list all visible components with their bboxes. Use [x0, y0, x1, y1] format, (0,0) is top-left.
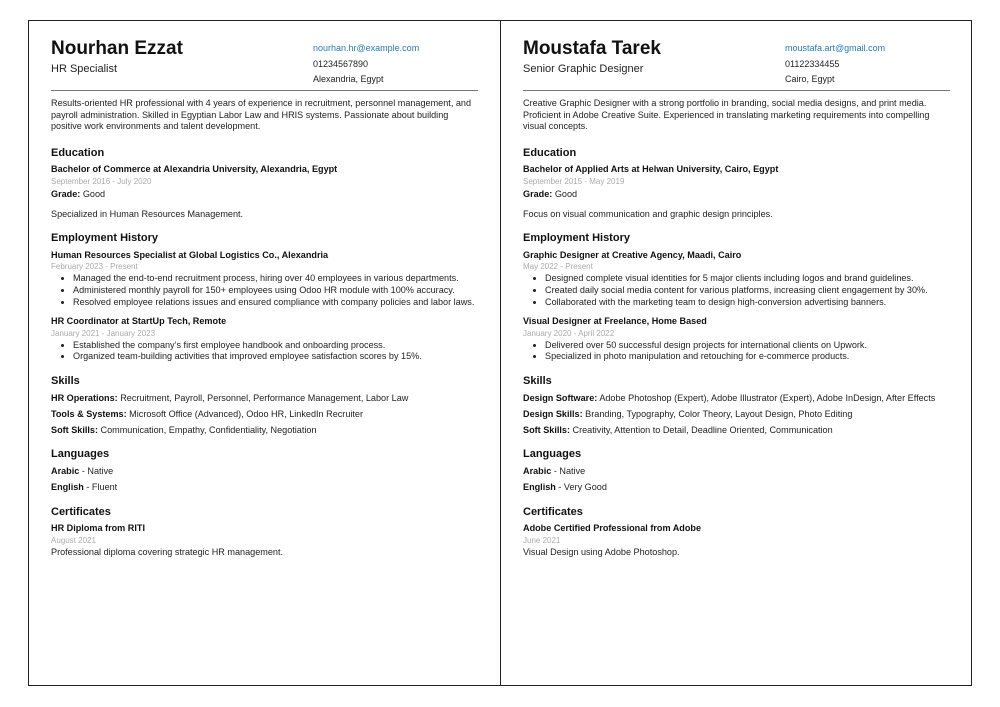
education-note: Specialized in Human Resources Management.: [51, 208, 244, 219]
job-dates: May 2022 - Present: [523, 262, 593, 272]
grade-value: Good: [554, 188, 578, 199]
language-name: English: [523, 481, 556, 492]
bullet-item: • Managed the end-to-end recruitment process, hiring over 40 employees in various departments.: [73, 273, 478, 285]
languages-section: [523, 449, 950, 493]
skill-label: HR Operations:: [51, 392, 118, 403]
contact-info: [313, 41, 419, 88]
job-dates: January 2020 - April 2022: [523, 328, 615, 338]
certificate-date: June 2021: [523, 535, 561, 545]
certificates-section: [51, 507, 478, 559]
job-title: HR Coordinator at StartUp Tech, Remote: [51, 316, 227, 327]
grade-label: Grade:: [51, 188, 81, 199]
skill-row: [51, 425, 478, 437]
skills-section: [523, 376, 950, 436]
job-title: Graphic Designer at Creative Agency, Maadi, Cairo: [523, 249, 742, 260]
skill-row: [523, 393, 950, 405]
language-row: [523, 482, 950, 494]
section-heading: Skills: [51, 374, 80, 387]
section-heading: Employment History: [523, 232, 630, 245]
education-dates: September 2016 - July 2020: [51, 176, 152, 186]
skill-row: [51, 409, 478, 421]
section-heading: Employment History: [51, 232, 158, 245]
job-bullets: [51, 340, 478, 363]
section-heading: Languages: [51, 448, 110, 461]
certificate-title: Adobe Certified Professional from Adobe: [523, 523, 702, 534]
certificate-description: Professional diploma covering strategic HR management.: [51, 546, 284, 557]
skill-value: Communication, Empathy, Confidentiality, Negotiation: [100, 424, 317, 435]
resume-page-left: [28, 20, 501, 686]
summary: Results-oriented HR professional with 4 years of experience in recruitment, personnel management, and payroll administration. Skilled in Egyptian Labor Law and HRIS systems. Passionate about building positive work environments and talent development.: [51, 98, 472, 132]
phone-number: 01122334455: [785, 58, 840, 69]
language-row: [51, 466, 478, 478]
certificates-section: [523, 507, 950, 559]
grade-value: Good: [82, 188, 106, 199]
employment-section: [51, 233, 478, 363]
candidate-name: Moustafa Tarek: [523, 38, 661, 59]
header-divider: [523, 90, 950, 91]
bullet-item: • Resolved employee relations issues and ensured compliance with company policies and labor laws.: [73, 297, 478, 309]
skill-row: [523, 425, 950, 437]
section-heading: Certificates: [51, 505, 111, 518]
education-dates: September 2015 - May 2019: [523, 176, 625, 186]
location: Alexandria, Egypt: [313, 74, 384, 84]
skill-value: Adobe Photoshop (Expert), Adobe Illustrator (Expert), Adobe InDesign, After Effects: [599, 392, 936, 403]
candidate-title: Senior Graphic Designer: [523, 63, 644, 75]
skill-value: Creativity, Attention to Detail, Deadline Oriented, Communication: [572, 424, 833, 435]
grade: [51, 189, 478, 201]
skill-label: Soft Skills:: [523, 424, 570, 435]
skill-row: [523, 409, 950, 421]
resume-page-right: [500, 20, 972, 686]
bullet-item: • Administered monthly payroll for 150+ employees using Odoo HR module with 100% accuracy.: [73, 285, 478, 297]
skill-row: [51, 393, 478, 405]
bullet-item: • Specialized in photo manipulation and retouching for e-commerce products.: [545, 351, 950, 363]
location: Cairo, Egypt: [785, 74, 835, 84]
bullet-item: • Created daily social media content for various platforms, increasing client engagement by 30%.: [545, 285, 950, 297]
section-heading: Education: [523, 146, 577, 159]
language-level: - Very Good: [558, 481, 607, 492]
phone-number: 01234567890: [313, 58, 369, 69]
language-level: - Native: [81, 465, 114, 476]
certificate-title: HR Diploma from RITI: [51, 523, 145, 534]
degree-title: Bachelor of Commerce at Alexandria University, Alexandria, Egypt: [51, 164, 338, 175]
grade: [523, 189, 950, 201]
language-name: Arabic: [51, 465, 80, 476]
candidate-name: Nourhan Ezzat: [51, 38, 183, 59]
employment-section: [523, 233, 950, 363]
bullet-item: • Organized team-building activities that improved employee satisfaction scores by 15%.: [73, 351, 478, 363]
language-level: - Native: [553, 465, 586, 476]
education-section: [51, 148, 478, 220]
skill-label: Design Software:: [523, 392, 598, 403]
education-note: Focus on visual communication and graphic design principles.: [523, 208, 773, 219]
header-divider: [51, 90, 478, 91]
education-section: [523, 148, 950, 220]
skills-section: [51, 376, 478, 436]
grade-label: Grade:: [523, 188, 553, 199]
bullet-item: • Established the company’s first employee handbook and onboarding process.: [73, 340, 478, 352]
bullet-item: • Designed complete visual identities for 5 major clients including logos and brand guidelines.: [545, 273, 950, 285]
summary: Creative Graphic Designer with a strong portfolio in branding, social media designs, and print media. Proficient in Adobe Creative Suite. Experienced in translating marketing requirements into compelling visual concepts.: [523, 98, 930, 132]
language-row: [51, 482, 478, 494]
bullet-item: • Collaborated with the marketing team to design high-conversion advertising banners.: [545, 297, 950, 309]
job-title: Human Resources Specialist at Global Logistics Co., Alexandria: [51, 249, 329, 260]
job-dates: January 2021 - January 2023: [51, 328, 156, 338]
section-heading: Education: [51, 146, 105, 159]
email-link[interactable]: nourhan.hr@example.com: [313, 43, 420, 53]
job-dates: February 2023 - Present: [51, 262, 138, 272]
language-name: Arabic: [523, 465, 552, 476]
bullet-item: • Delivered over 50 successful design projects for international clients on Upwork.: [545, 340, 950, 352]
job-bullets: [523, 340, 950, 363]
section-heading: Languages: [523, 448, 582, 461]
resume-body: [523, 98, 950, 571]
certificate-description: Visual Design using Adobe Photoshop.: [523, 546, 680, 557]
contact-info: [785, 41, 885, 88]
skill-label: Tools & Systems:: [51, 408, 127, 419]
resume-body: [51, 98, 478, 571]
section-heading: Skills: [523, 374, 552, 387]
skill-value: Recruitment, Payroll, Personnel, Performance Management, Labor Law: [120, 392, 409, 403]
certificate-date: August 2021: [51, 535, 96, 545]
email-link[interactable]: moustafa.art@gmail.com: [785, 43, 886, 53]
job-bullets: [523, 273, 950, 308]
language-name: English: [51, 481, 84, 492]
skill-value: Branding, Typography, Color Theory, Layout Design, Photo Editing: [585, 408, 853, 419]
skill-label: Soft Skills:: [51, 424, 98, 435]
languages-section: [51, 449, 478, 493]
job-bullets: [51, 273, 478, 308]
language-level: - Fluent: [86, 481, 118, 492]
job-title: Visual Designer at Freelance, Home Based: [523, 316, 707, 327]
skill-label: Design Skills:: [523, 408, 583, 419]
section-heading: Certificates: [523, 505, 583, 518]
language-row: [523, 466, 950, 478]
candidate-title: HR Specialist: [51, 63, 118, 75]
skill-value: Microsoft Office (Advanced), Odoo HR, LinkedIn Recruiter: [129, 408, 364, 419]
degree-title: Bachelor of Applied Arts at Helwan University, Cairo, Egypt: [523, 164, 779, 175]
